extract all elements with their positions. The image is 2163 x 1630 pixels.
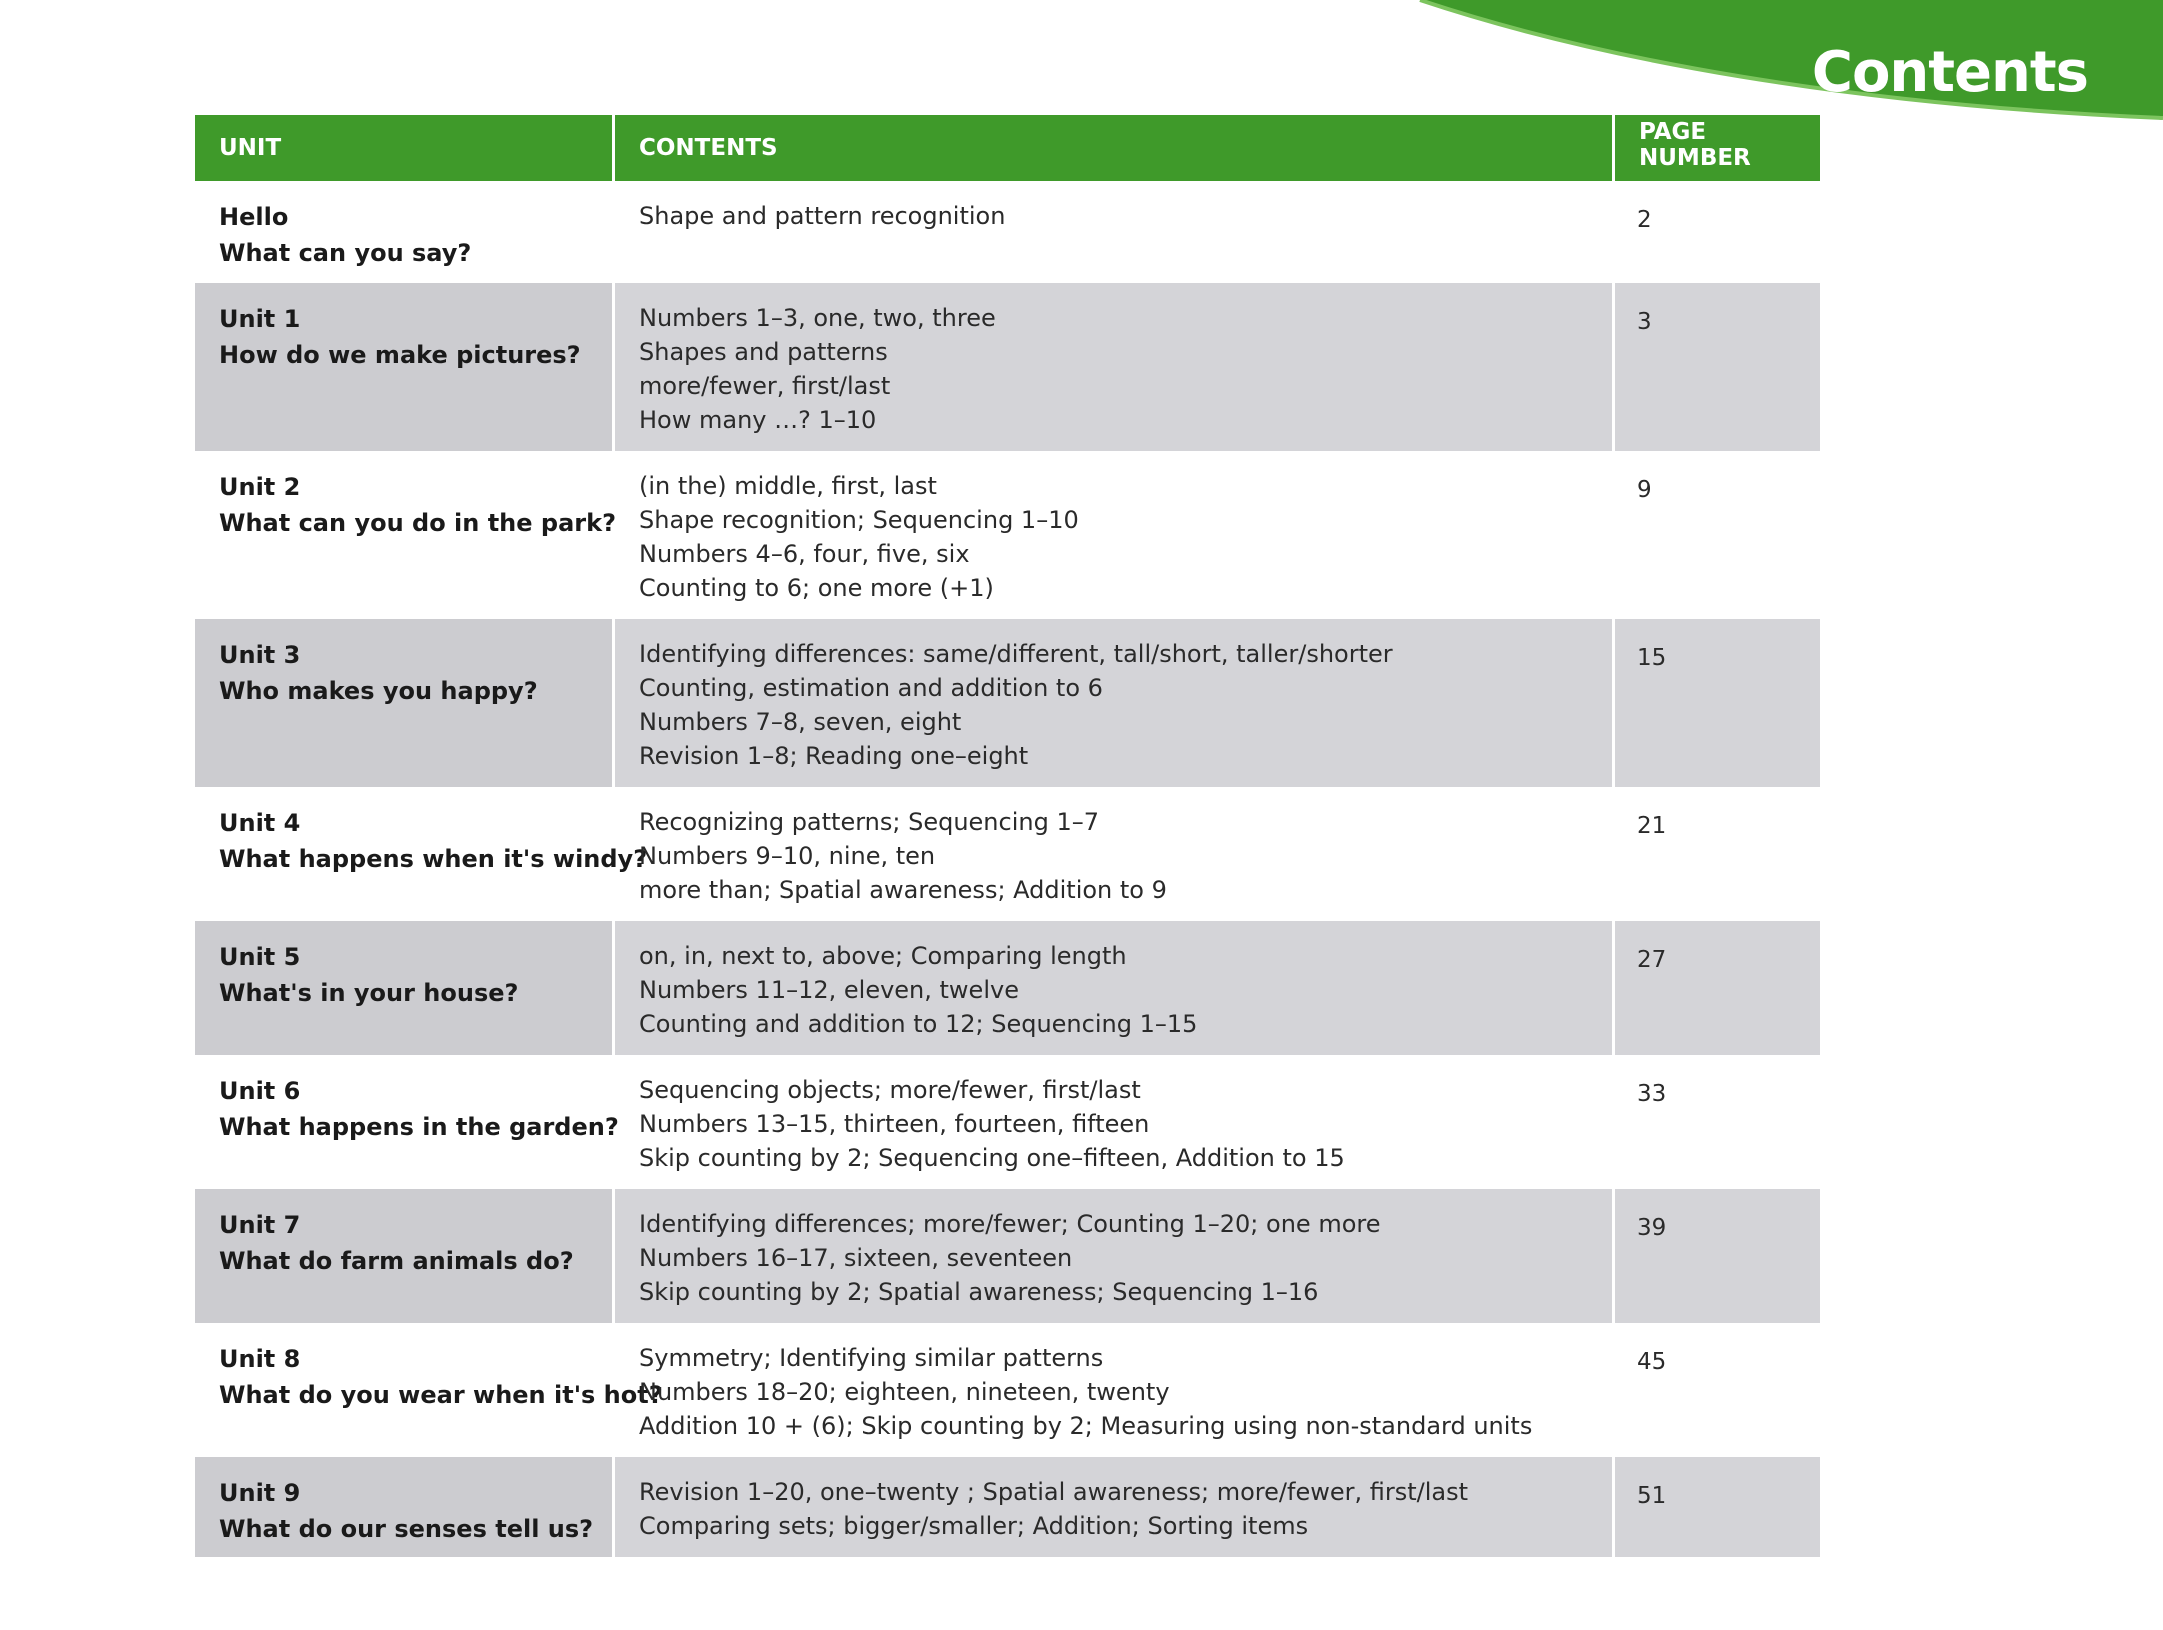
page-number-cell: 45 — [1637, 1349, 1667, 1375]
unit-label: Unit 2 — [219, 473, 301, 501]
table-row — [195, 787, 1820, 921]
table-row — [195, 1457, 1820, 1557]
contents-line: Numbers 16–17, sixteen, seventeen — [639, 1244, 1073, 1272]
unit-label: Unit 4 — [219, 809, 301, 837]
contents-line: How many …? 1–10 — [639, 406, 877, 434]
unit-cell — [195, 1457, 615, 1557]
unit-label: Unit 5 — [219, 943, 301, 971]
unit-cell — [195, 1055, 619, 1189]
contents-line: Counting to 6; one more (+1) — [639, 574, 994, 602]
table-row — [195, 181, 1820, 283]
contents-cell — [615, 1323, 1615, 1457]
header-contents: CONTENTS — [615, 115, 1615, 181]
header-page-number: PAGE NUMBER — [1639, 119, 1751, 171]
contents-cell — [615, 1055, 1615, 1189]
contents-line: on, in, next to, above; Comparing length — [639, 942, 1127, 970]
page-number-cell: 21 — [1637, 813, 1667, 839]
unit-question: What do you wear when it's hot? — [219, 1381, 663, 1409]
contents-cell — [615, 1189, 1615, 1323]
unit-cell — [195, 1323, 663, 1457]
unit-label: Unit 8 — [219, 1345, 301, 1373]
table-row — [195, 1055, 1820, 1189]
contents-line: Identifying differences; more/fewer; Counting 1–20; one more — [639, 1210, 1381, 1238]
contents-line: Recognizing patterns; Sequencing 1–7 — [639, 808, 1099, 836]
unit-cell — [195, 787, 648, 921]
page-number-cell: 3 — [1637, 309, 1652, 335]
unit-label: Unit 7 — [219, 1211, 301, 1239]
contents-line: Shape recognition; Sequencing 1–10 — [639, 506, 1079, 534]
table-body — [195, 181, 1820, 1557]
table-row — [195, 921, 1820, 1055]
table-header — [195, 115, 1820, 181]
contents-line: Numbers 4–6, four, five, six — [639, 540, 970, 568]
table-row — [195, 1189, 1820, 1323]
contents-line: Skip counting by 2; Spatial awareness; Sequencing 1–16 — [639, 1278, 1319, 1306]
unit-label: Unit 1 — [219, 305, 301, 333]
contents-line: Revision 1–8; Reading one–eight — [639, 742, 1029, 770]
contents-line: Shape and pattern recognition — [639, 202, 1006, 230]
table-row — [195, 283, 1820, 451]
unit-label: Unit 6 — [219, 1077, 301, 1105]
page-number-cell: 9 — [1637, 477, 1652, 503]
header-unit: UNIT — [195, 115, 615, 181]
contents-line: Symmetry; Identifying similar patterns — [639, 1344, 1104, 1372]
unit-cell — [195, 1189, 615, 1323]
contents-line: Skip counting by 2; Sequencing one–fifteen, Addition to 15 — [639, 1144, 1345, 1172]
contents-cell — [615, 921, 1615, 1055]
page-number-cell: 39 — [1637, 1215, 1667, 1241]
contents-line: Sequencing objects; more/fewer, first/last — [639, 1076, 1141, 1104]
contents-line: more/fewer, first/last — [639, 372, 891, 400]
unit-question: Who makes you happy? — [219, 677, 538, 705]
contents-table — [195, 115, 1820, 1557]
unit-question: What happens in the garden? — [219, 1113, 619, 1141]
contents-cell — [615, 283, 1615, 451]
page-title: Contents — [1811, 40, 2088, 105]
page-number-cell: 33 — [1637, 1081, 1667, 1107]
unit-cell — [195, 619, 615, 787]
contents-line: Numbers 7–8, seven, eight — [639, 708, 962, 736]
contents-line: Counting and addition to 12; Sequencing 1–15 — [639, 1010, 1198, 1038]
unit-cell — [195, 181, 615, 283]
contents-cell — [615, 181, 1615, 283]
contents-line: Addition 10 + (6); Skip counting by 2; Measuring using non-standard units — [639, 1412, 1533, 1440]
contents-line: Shapes and patterns — [639, 338, 888, 366]
page-number-cell: 2 — [1637, 207, 1652, 233]
unit-label: Unit 3 — [219, 641, 301, 669]
unit-cell — [195, 921, 615, 1055]
contents-line: Counting, estimation and addition to 6 — [639, 674, 1103, 702]
contents-line: Numbers 11–12, eleven, twelve — [639, 976, 1019, 1004]
header-banner — [0, 0, 2163, 130]
unit-label: Unit 9 — [219, 1479, 301, 1507]
page-number-cell: 15 — [1637, 645, 1667, 671]
contents-cell — [615, 451, 1615, 619]
contents-line: Revision 1–20, one–twenty ; Spatial awareness; more/fewer, first/last — [639, 1478, 1468, 1506]
contents-line: Comparing sets; bigger/smaller; Addition; Sorting items — [639, 1512, 1309, 1540]
contents-line: Numbers 13–15, thirteen, fourteen, fifteen — [639, 1110, 1150, 1138]
unit-question: What do our senses tell us? — [219, 1515, 594, 1543]
unit-cell — [195, 451, 615, 619]
contents-line: Numbers 9–10, nine, ten — [639, 842, 936, 870]
page-number-cell: 27 — [1637, 947, 1667, 973]
table-row — [195, 451, 1820, 619]
unit-question: What do farm animals do? — [219, 1247, 574, 1275]
unit-label: Hello — [219, 203, 289, 231]
contents-line: Numbers 1–3, one, two, three — [639, 304, 996, 332]
unit-question: What can you say? — [219, 239, 472, 267]
contents-line: Identifying differences: same/different, tall/short, taller/shorter — [639, 640, 1393, 668]
contents-line: (in the) middle, first, last — [639, 472, 937, 500]
unit-question: What can you do in the park? — [219, 509, 616, 537]
table-row — [195, 619, 1820, 787]
unit-question: How do we make pictures? — [219, 341, 581, 369]
page-number-cell: 51 — [1637, 1483, 1667, 1509]
contents-cell — [615, 1457, 1615, 1557]
unit-question: What happens when it's windy? — [219, 845, 648, 873]
table-row — [195, 1323, 1820, 1457]
unit-cell — [195, 283, 615, 451]
contents-cell — [615, 787, 1615, 921]
contents-line: Numbers 18–20; eighteen, nineteen, twenty — [639, 1378, 1170, 1406]
contents-cell — [615, 619, 1615, 787]
contents-line: more than; Spatial awareness; Addition to 9 — [639, 876, 1167, 904]
unit-question: What's in your house? — [219, 979, 519, 1007]
